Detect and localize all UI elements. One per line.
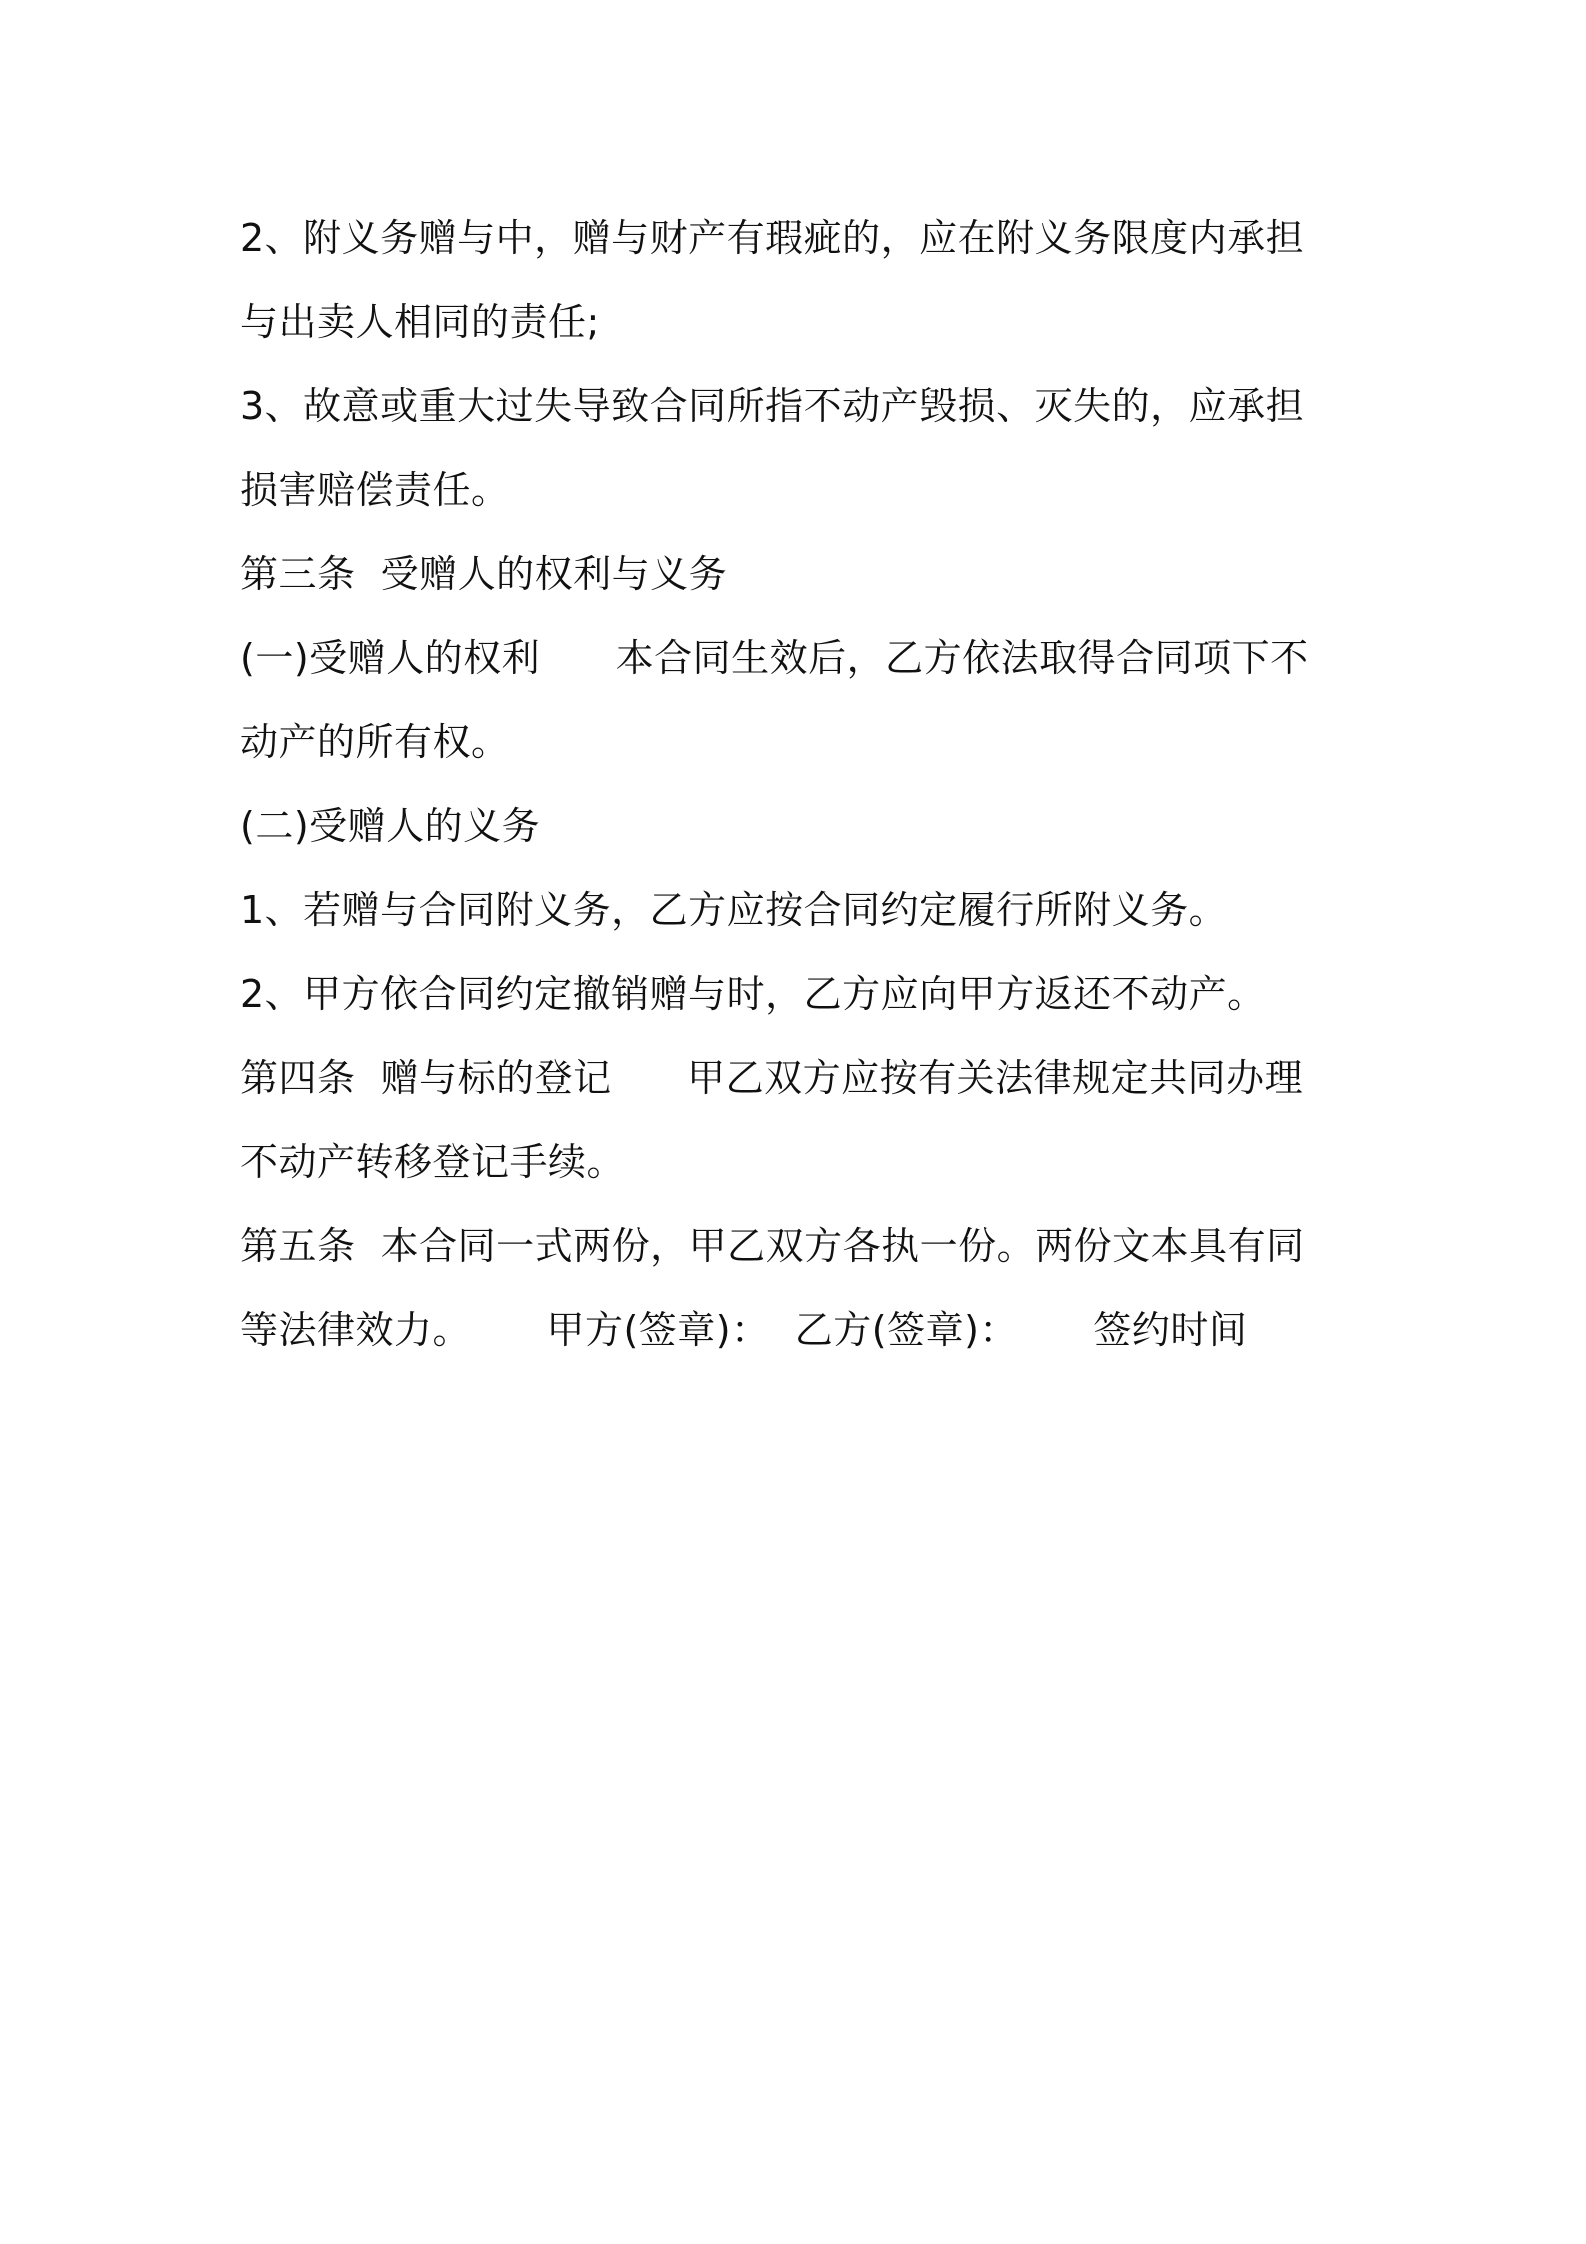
article-heading: 第五条 本合同一式两份，甲乙双方各执一份。两份文本具有同 xyxy=(240,1224,1305,1268)
clause-line: (一)受赠人的权利 本合同生效后，乙方依法取得合同项下不 xyxy=(240,636,1309,680)
clause-line: 动产的所有权。 xyxy=(240,720,510,764)
clause-line: 损害赔偿责任。 xyxy=(240,468,510,512)
clause-line: 1、若赠与合同附义务，乙方应按合同约定履行所附义务。 xyxy=(240,888,1228,932)
signature-line: 等法律效力。 甲方(签章)： 乙方(签章)： 签约时间 xyxy=(240,1308,1248,1352)
clause-line: 不动产转移登记手续。 xyxy=(240,1140,626,1184)
clause-line: 与出卖人相同的责任; xyxy=(240,300,600,344)
clause-line: 2、附义务赠与中，赠与财产有瑕疵的，应在附义务限度内承担 xyxy=(240,216,1305,260)
clause-line: 3、故意或重大过失导致合同所指不动产毁损、灭失的，应承担 xyxy=(240,384,1305,428)
clause-line: 2、甲方依合同约定撤销赠与时，乙方应向甲方返还不动产。 xyxy=(240,972,1266,1016)
document-body xyxy=(240,196,1360,1372)
article-heading: 第三条 受赠人的权利与义务 xyxy=(240,552,728,596)
section-heading: (二)受赠人的义务 xyxy=(240,804,541,848)
article-heading: 第四条 赠与标的登记 甲乙双方应按有关法律规定共同办理 xyxy=(240,1056,1304,1100)
